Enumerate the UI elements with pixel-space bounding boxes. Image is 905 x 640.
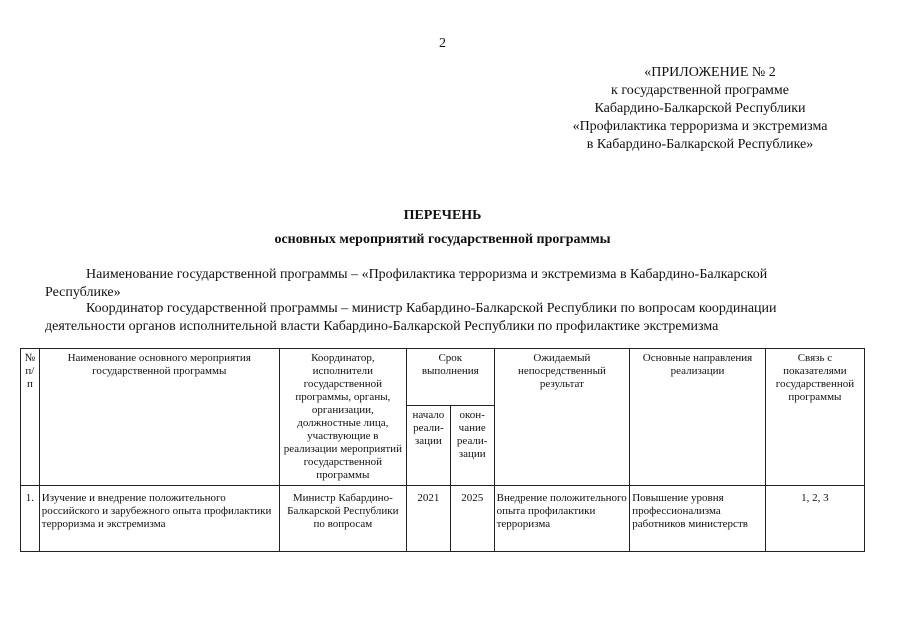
appendix-line: Кабардино-Балкарской Республики <box>594 101 806 116</box>
header-coordinator: Координатор, исполнители государственной программы, органы, организации, должностные лица, участвующие в реализации мероприятий государственной программы <box>279 349 406 486</box>
table-row <box>21 486 865 552</box>
row-link: 1, 2, 3 <box>765 486 864 552</box>
page-number: 2 <box>439 36 446 51</box>
header-result: Ожидаемый непосредственный результат <box>494 349 630 486</box>
paragraph-line: Координатор государственной программы – министр Кабардино-Балкарской Республики по вопросам координации <box>86 301 777 316</box>
header-start: начало реали-зации <box>406 406 450 486</box>
appendix-line: «Профилактика терроризма и экстремизма <box>572 119 828 134</box>
paragraph-line: деятельности органов исполнительной власти Кабардино-Балкарской Республики по профилактике экстремизма <box>45 319 719 334</box>
header-name: Наименование основного мероприятия государственной программы <box>39 349 279 486</box>
row-num: 1. <box>21 486 40 552</box>
row-result: Внедрение положительного опыта профилактики терроризма <box>494 486 630 552</box>
coordinator-paragraph <box>45 300 845 336</box>
row-start: 2021 <box>406 486 450 552</box>
activities-table <box>20 348 865 552</box>
row-name: Изучение и внедрение положительного российского и зарубежного опыта профилактики терроризма и экстремизма <box>39 486 279 552</box>
appendix-line: к государственной программе <box>611 83 789 98</box>
header-directions: Основные направления реализации <box>630 349 766 486</box>
header-end: окон-чание реали-зации <box>450 406 494 486</box>
paragraph-line: Наименование государственной программы – «Профилактика терроризма и экстремизма в Кабардино-Балкарской <box>86 267 768 282</box>
appendix-heading: «ПРИЛОЖЕНИЕ № 2 <box>644 65 776 80</box>
appendix-line: в Кабардино-Балкарской Республике» <box>586 137 814 152</box>
header-num: № п/п <box>21 349 40 486</box>
paragraph-line: Республике» <box>45 285 121 300</box>
program-name-paragraph <box>45 266 845 302</box>
header-period: Срок выполнения <box>406 349 494 406</box>
appendix-block <box>535 64 865 154</box>
row-directions: Повышение уровня профессионализма работников министерств <box>630 486 766 552</box>
row-end: 2025 <box>450 486 494 552</box>
header-link: Связь с показателями государственной программы <box>765 349 864 486</box>
document-subtitle: основных мероприятий государственной программы <box>274 232 611 247</box>
row-coordinator: Министр Кабардино-Балкарской Республики по вопросам <box>279 486 406 552</box>
document-title: ПЕРЕЧЕНЬ <box>403 208 482 223</box>
